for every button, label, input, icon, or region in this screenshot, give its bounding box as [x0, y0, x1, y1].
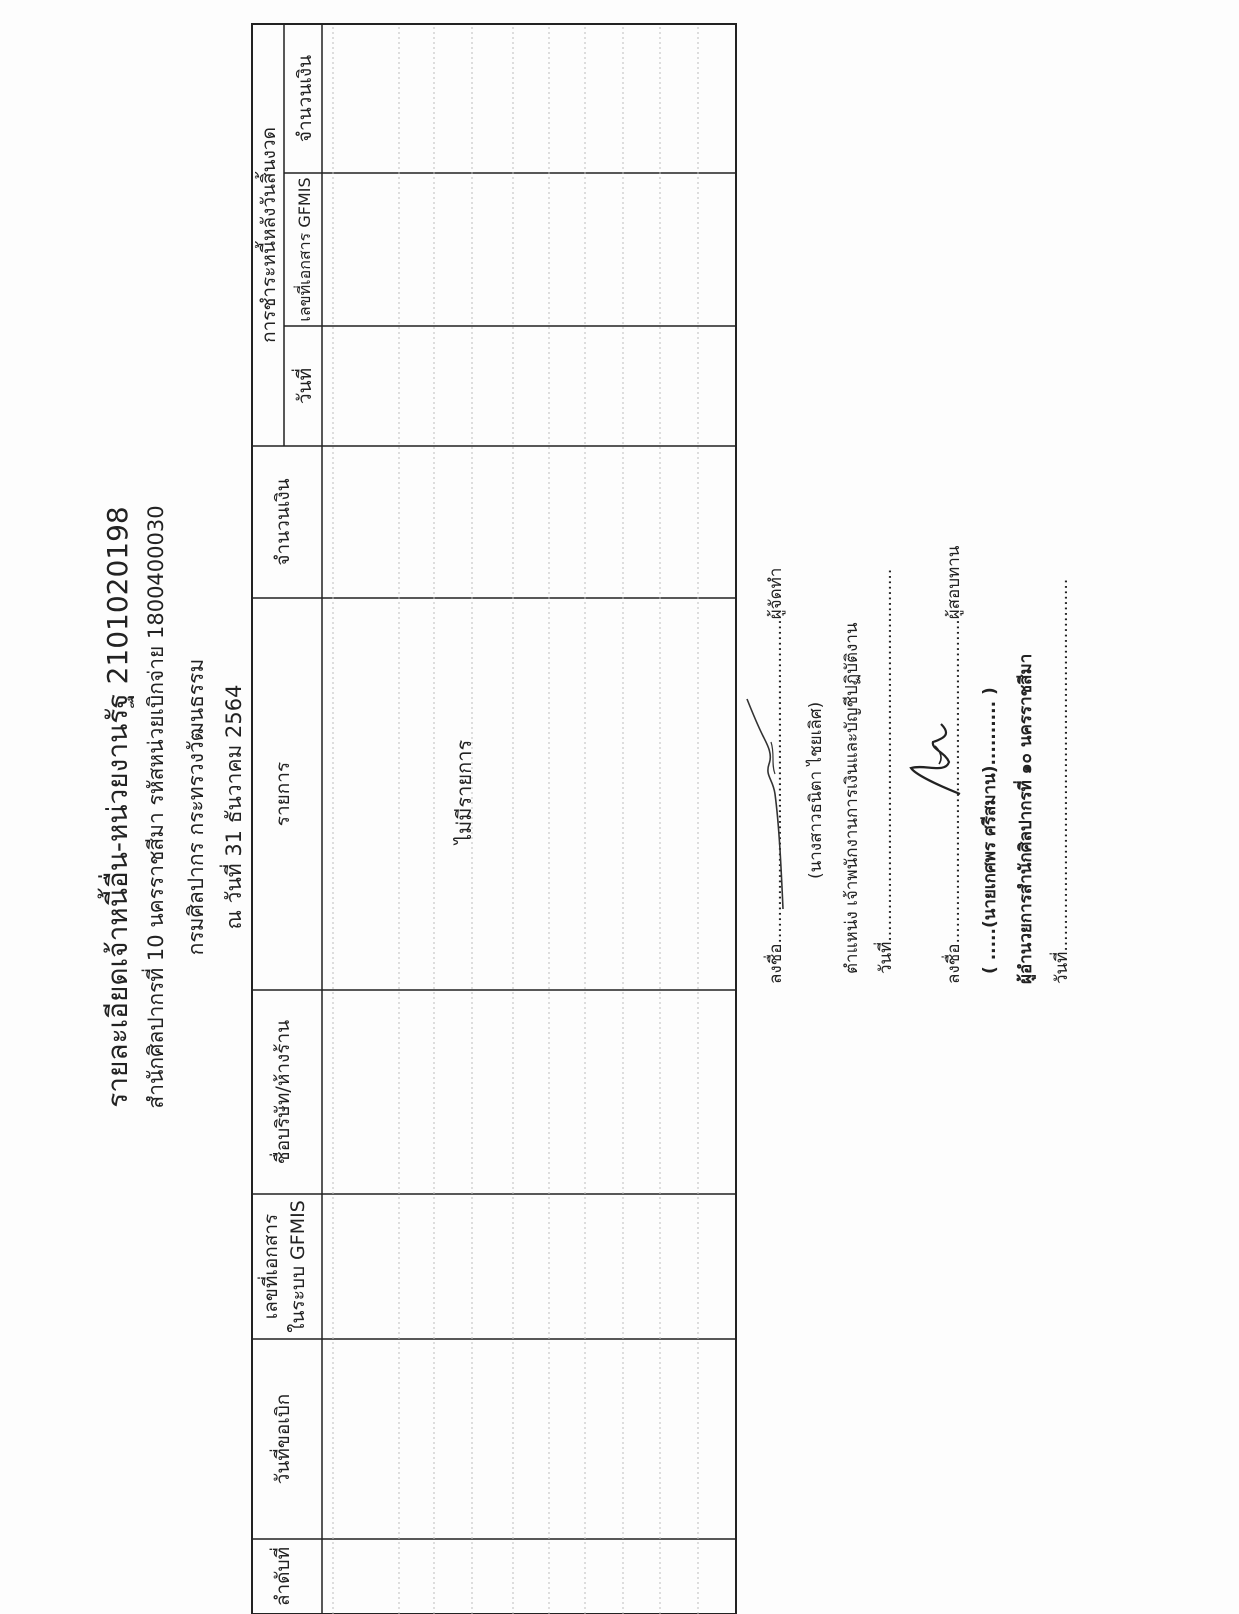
- col-seq-header: ลำดับที่: [272, 1546, 294, 1607]
- preparer-signature-mark: [745, 694, 800, 914]
- col-gfmis-doc-header-line1: เลขที่เอกสาร: [260, 1213, 282, 1320]
- preparer-date: วันที่.....................................................................: [876, 568, 896, 974]
- reviewer-name: ( .....(นายเกศพร ศรีสมาน).......... ): [980, 687, 1000, 974]
- col-gfmis-doc-header-line2: ในระบบ GFMIS: [286, 1200, 309, 1333]
- date-line: ณ วันที่ 31 ธันวาคม 2564: [222, 684, 246, 930]
- col-pay-doc-header: เลขที่เอกสาร GFMIS: [295, 177, 314, 322]
- reviewer-signature-mark: [905, 714, 970, 804]
- no-items-text: ไม่มีรายการ: [452, 739, 476, 844]
- col-amount-header: จำนวนเงิน: [272, 478, 294, 566]
- col-company-header: ชื่อบริษัท/ห้างร้าน: [272, 1019, 294, 1165]
- office-line: สำนักศิลปากรที่ 10 นครราชสีมา รหัสหน่วยเบิกจ่าย 1800400030: [144, 505, 168, 1109]
- reviewer-position: ผู้อำนวยการสำนักศิลปากรที่ ๑๐ นครราชสีมา: [1016, 653, 1036, 984]
- col-pay-date-header: วันที่: [294, 367, 316, 405]
- col-request-date-header: วันที่ขอเบิก: [272, 1393, 294, 1485]
- col-pay-amount-header: จำนวนเงิน: [294, 54, 316, 143]
- report-title: รายละเอียดเจ้าหนี้อื่น-หน่วยงานรัฐ 2101020198: [101, 506, 134, 1108]
- preparer-position: ตำแหน่ง เจ้าพนักงานการเงินและบัญชีปฏิบัติงาน: [842, 622, 862, 974]
- col-gfmis-doc-header: [258, 1194, 311, 1339]
- col-payment-group-header: การชำระหนี้หลังวันสิ้นงวด: [258, 127, 280, 343]
- preparer-name: (นางสาวธนิตา ไชยเลิศ): [806, 701, 826, 879]
- department-line: กรมศิลปากร กระทรวงวัฒนธรรม: [184, 658, 208, 956]
- col-item-header: รายการ: [272, 761, 294, 827]
- reviewer-date: วันที่.....................................................................: [1052, 578, 1072, 984]
- preparer-sign-line: ลงชื่อ............................................................ผู้จัดทำ: [766, 567, 786, 984]
- reviewer-sign-line: ลงชื่อ............................................................ผู้สอบทาน: [944, 545, 964, 984]
